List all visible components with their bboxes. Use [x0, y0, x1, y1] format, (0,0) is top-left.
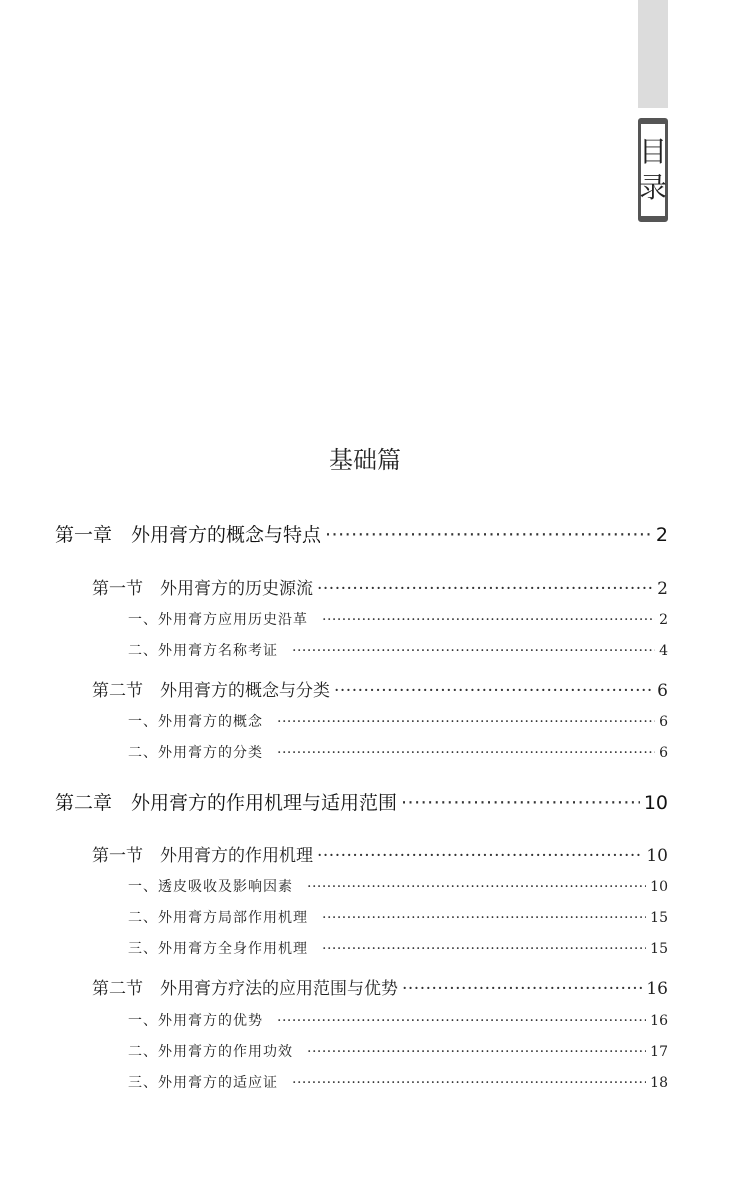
toc-entry-text: 第二节 外用膏方的概念与分类 [92, 681, 330, 701]
toc-entry-page: 6 [659, 714, 668, 730]
toc-entry-text: 一、外用膏方应用历史沿革 [128, 612, 308, 628]
dot-leader [322, 612, 655, 628]
toc-entry-page: 4 [659, 643, 668, 659]
toc-entry-item[interactable] [128, 1010, 668, 1030]
dot-leader [317, 579, 653, 599]
side-tab-char-1: 目 [639, 135, 668, 168]
toc-entry-text: 二、外用膏方的作用功效 [128, 1044, 293, 1060]
toc-entry-item[interactable] [128, 876, 668, 896]
part-title: 基础篇 [329, 446, 401, 474]
dot-leader [307, 1044, 646, 1060]
toc-entry-text: 三、外用膏方全身作用机理 [128, 941, 308, 957]
toc-entry-text: 三、外用膏方的适应证 [128, 1075, 278, 1091]
dot-leader [277, 1013, 646, 1029]
toc-entry-page: 16 [650, 1013, 668, 1029]
toc-entry-item[interactable] [128, 1072, 668, 1092]
toc-entry-item[interactable] [128, 609, 668, 629]
dot-leader [322, 910, 646, 926]
toc-entry-item[interactable] [128, 938, 668, 958]
toc-entry-text: 第一章 外用膏方的概念与特点 [55, 524, 322, 546]
toc-entry-page: 15 [650, 910, 668, 926]
toc-entry-item[interactable] [128, 1041, 668, 1061]
toc-entry-page: 15 [650, 941, 668, 957]
toc-entry-text: 第二章 外用膏方的作用机理与适用范围 [55, 792, 398, 814]
toc-entry-text: 二、外用膏方名称考证 [128, 643, 278, 659]
toc-entry-section[interactable] [92, 974, 668, 999]
toc-entry-page: 10 [646, 846, 668, 866]
dot-leader [401, 792, 640, 814]
dot-leader [325, 524, 652, 546]
toc-entry-page: 2 [655, 524, 668, 546]
toc-entry-section[interactable] [92, 574, 668, 599]
toc-entry-page: 10 [643, 792, 668, 814]
dot-leader [292, 1075, 646, 1091]
dot-leader [277, 745, 655, 761]
toc-entry-page: 2 [657, 579, 668, 599]
toc-entry-item[interactable] [128, 711, 668, 731]
toc-entry-text: 一、外用膏方的优势 [128, 1013, 263, 1029]
toc-entry-section[interactable] [92, 676, 668, 701]
toc-entry-item[interactable] [128, 907, 668, 927]
dot-leader [317, 846, 642, 866]
toc-entry-item[interactable] [128, 742, 668, 762]
side-tab-bar [638, 0, 668, 108]
toc-entry-section[interactable] [92, 841, 668, 866]
toc-entry-page: 18 [650, 1075, 668, 1091]
dot-leader [334, 681, 653, 701]
dot-leader [307, 879, 646, 895]
side-tab-char-2: 录 [639, 171, 668, 204]
toc-entry-page: 10 [650, 879, 668, 895]
toc-entry-page: 6 [659, 745, 668, 761]
toc-entry-item[interactable] [128, 640, 668, 660]
side-tab-label [638, 118, 668, 222]
toc-entry-page: 6 [657, 681, 668, 701]
dot-leader [402, 979, 642, 999]
toc-entry-page: 2 [659, 612, 668, 628]
dot-leader [292, 643, 655, 659]
toc-entry-chapter[interactable] [55, 788, 668, 815]
toc-entry-text: 第二节 外用膏方疗法的应用范围与优势 [92, 979, 398, 999]
toc-entry-text: 一、透皮吸收及影响因素 [128, 879, 293, 895]
dot-leader [322, 941, 646, 957]
toc-entry-chapter[interactable] [55, 520, 668, 547]
toc-entry-page: 16 [646, 979, 668, 999]
toc-entry-text: 一、外用膏方的概念 [128, 714, 263, 730]
toc-entry-text: 二、外用膏方局部作用机理 [128, 910, 308, 926]
toc-entry-text: 二、外用膏方的分类 [128, 745, 263, 761]
toc-entry-text: 第一节 外用膏方的作用机理 [92, 846, 313, 866]
dot-leader [277, 714, 655, 730]
toc-entry-text: 第一节 外用膏方的历史源流 [92, 579, 313, 599]
toc-entry-page: 17 [650, 1044, 668, 1060]
